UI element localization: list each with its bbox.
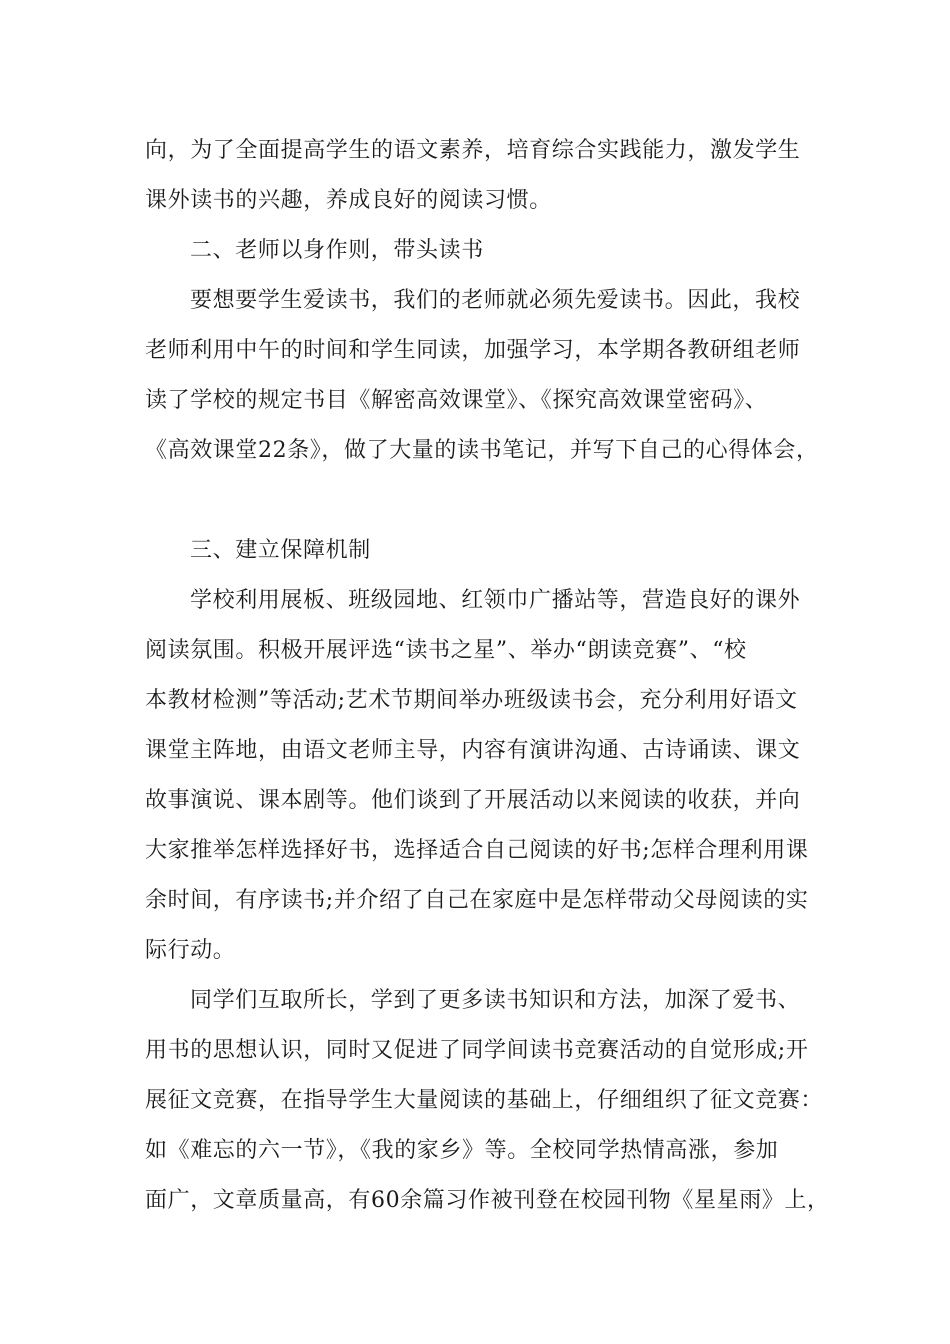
paragraph-line: 读了学校的规定书目《解密高效课堂》、《探究高效课堂密码》、 [145, 388, 768, 413]
paragraph-line: 余时间，有序读书;并介绍了自己在家庭中是怎样带动父母阅读的实 [145, 888, 809, 913]
paragraph-line: 面广，文章质量高，有60余篇习作被刊登在校园刊物《星星雨》上， [145, 1188, 830, 1213]
paragraph-line: 际行动。 [145, 938, 236, 963]
paragraph-line: 课堂主阵地，由语文老师主导，内容有演讲沟通、古诗诵读、课文 [145, 738, 801, 763]
section-heading-2: 二、老师以身作则，带头读书 [190, 238, 484, 263]
paragraph-line: 故事演说、课本剧等。他们谈到了开展活动以来阅读的收获，并向 [145, 788, 801, 813]
paragraph-line: 本教材检测”等活动;艺术节期间举办班级读书会，充分利用好语文 [145, 688, 798, 713]
paragraph-line: 老师利用中午的时间和学生同读，加强学习，本学期各教研组老师 [145, 338, 801, 363]
paragraph-line: 课外读书的兴趣，养成良好的阅读习惯。 [145, 188, 552, 213]
paragraph-line: 用书的思想认识，同时又促进了同学间读书竞赛活动的自觉形成;开 [145, 1038, 809, 1063]
paragraph-line: 同学们互取所长，学到了更多读书知识和方法，加深了爱书、 [190, 988, 801, 1013]
paragraph-line: 向，为了全面提高学生的语文素养，培育综合实践能力，激发学生 [145, 138, 801, 163]
paragraph-line: 要想要学生爱读书，我们的老师就必须先爱读书。因此，我校 [190, 288, 801, 313]
paragraph-line: 《高效课堂22条》，做了大量的读书笔记，并写下自己的心得体会， [145, 438, 819, 463]
paragraph-line: 大家推举怎样选择好书，选择适合自己阅读的好书;怎样合理利用课 [145, 838, 809, 863]
paragraph-line: 学校利用展板、班级园地、红领巾广播站等，营造良好的课外 [190, 588, 801, 613]
paragraph-line: 展征文竞赛，在指导学生大量阅读的基础上，仔细组织了征文竞赛： [145, 1088, 824, 1113]
paragraph-line: 如《难忘的六一节》，《我的家乡》等。全校同学热情高涨，参加 [145, 1138, 779, 1163]
section-heading-3: 三、建立保障机制 [190, 538, 371, 563]
paragraph-line: 阅读氛围。积极开展评选“读书之星”、举办“朗读竞赛”、“校 [145, 638, 747, 663]
